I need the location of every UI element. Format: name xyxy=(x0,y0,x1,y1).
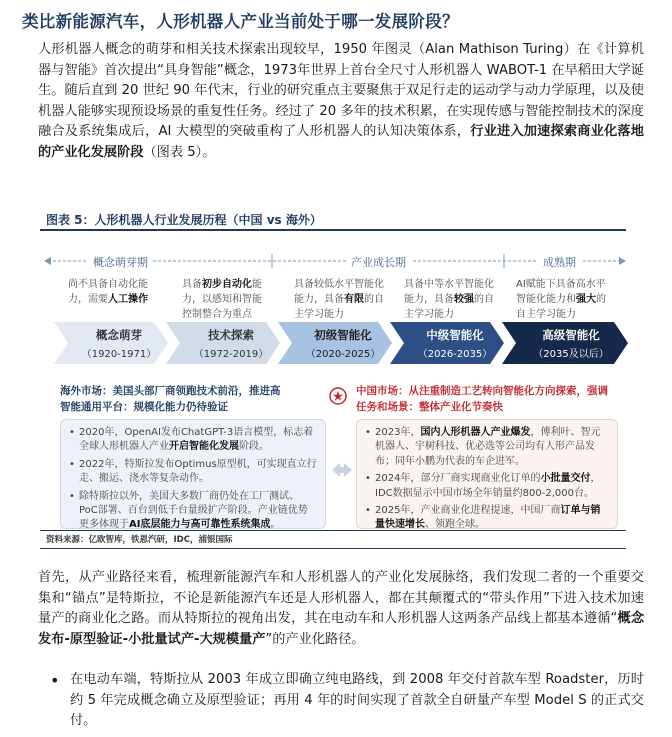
stage-desc-2: 具备初步自动化能力，以感知和智能控制整合为重点 xyxy=(182,279,262,320)
china-item-2024: • 2024年，部分厂商实现商业化订单的小批量交付，IDC数据显示中国市场全年销量约800-2,000台。 xyxy=(365,472,609,501)
path-text: 首先，从产业路径来看，梳理新能源汽车和人形机器人的产业化发展脉络，我们发现二者的一个重要交集和“锚点”是特斯拉，不论是新能源汽车还是人形机器人，都在其颠覆式的“带头作用”下进入技术加速量产的商业化之路。而从特斯拉的视角出发，其在电动车和人形机器人这两条产品线上都基本遵循“ xyxy=(38,570,644,627)
intro-tail: （图表 5）。 xyxy=(143,144,216,160)
section-heading: 类比新能源汽车，人形机器人产业当前处于哪一发展阶段？ xyxy=(22,12,459,31)
chevron-label-5: 高级智能化 （2035及以后） xyxy=(533,327,609,360)
figure-bottom-rule xyxy=(40,530,626,531)
chevron-label-4: 中级智能化 （2026-2035） xyxy=(417,327,493,360)
ev-paragraph: 在电动车端，特斯拉从 2003 年成立即确立纯电路线，到 2008 年交付首款车型 Roadster，历时约 5 年完成概念确立及原型验证；再用 4 年的时间实现了首款全自研量产车型 Model S 的正式交付。 xyxy=(70,672,644,729)
stage-desc-5: AI赋能下具备高水平智能化能力和强大的自主学习能力 xyxy=(516,279,606,320)
overseas-item-2022: • 2022年，特斯拉发布Optimus原型机，可实现直立行走、搬运、浇水等复杂动作。 xyxy=(69,458,317,487)
chevron-label-3: 初级智能化 （2020-2025） xyxy=(305,327,381,360)
china-item-2023: • 2023年，国内人形机器人产业爆发，傅利叶、智元机器人、宇树科技、优必选等公司均有人形产品发布；同年小鹏为代表的车企进军。 xyxy=(365,426,609,469)
stage-desc-3: 具备较低水平智能化能力，具备有限的自主学习能力 xyxy=(294,279,384,320)
china-market-box xyxy=(356,419,618,529)
intro-bold: 行业进入加速探索商业化落地的产业化发展阶段 xyxy=(38,124,644,160)
comparison-arrow-icon xyxy=(330,460,354,480)
bullet-dot: • xyxy=(50,671,60,690)
overseas-market-title: 海外市场：美国头部厂商领跑技术前沿，推进高智能通用平台：规模化能力仍待验证 xyxy=(60,385,281,413)
path-bold: 概念发布-原型验证-小批量试产-大规模量产 xyxy=(38,611,645,647)
china-market-title: 中国市场：从注重制造工艺转向智能化方向探索，强调任务和场景：整体产业化节奏快 xyxy=(356,385,608,413)
intro-text: 人形机器人概念的萌芽和相关技术探索出现较早，1950 年图灵（Alan Mathison Turing）在《计算机器与智能》首次提出“具身智能”概念，1973年世界上首台全尺寸人形机器人 WABOT-1 在早稻田大学诞生。随后直到 20 世纪 90 年代末，行业的研究重点主要聚焦于双足行走的运动学与动力学原理，以及使机器人能够实现预设场景的重复性任务。经过了 20 多年的技术积累，在实现传感与智能控制技术的深度融合及系统集成后，AI 大模型的突破重构了人形机器人的认知决策体系， xyxy=(38,42,644,140)
chevron-label-2: 技术探索 （1972-2019） xyxy=(193,327,269,360)
intro-paragraph xyxy=(38,40,644,164)
stage-desc-1: 尚不具备自动化能力，需要人工操作 xyxy=(68,279,148,305)
phase-label-mature: 成熟期 xyxy=(538,254,581,270)
phase-label-growth: 产业成长期 xyxy=(346,254,411,270)
overseas-market-box xyxy=(60,419,326,529)
path-tail: ”的产业化路径。 xyxy=(265,631,365,647)
stage-desc-4: 具备中等水平智能化能力，具备较强的自主学习能力 xyxy=(404,279,494,320)
phase-label-germination: 概念萌芽期 xyxy=(88,254,153,270)
china-flag-icon xyxy=(328,386,348,406)
china-item-2025: • 2025年，产业商业化进程提速，中国厂商订单与销量快速增长、领跑全球。 xyxy=(365,504,609,533)
figure-source: 资料来源：亿欧智库，铁恩汽研，IDC，浦银国际 xyxy=(46,535,233,545)
chevron-label-1: 概念萌芽 （1920-1971） xyxy=(81,327,157,360)
figure-title: 图表 5：人形机器人行业发展历程（中国 vs 海外） xyxy=(46,213,322,227)
path-paragraph xyxy=(38,568,644,650)
overseas-item-others: • 除特斯拉以外，美国大多数厂商仍处在工厂测试、PoC部署、百台到低千台量级扩产阶段。产业链优势更多体现于AI底层能力与高可靠性系统集成。 xyxy=(69,490,317,533)
overseas-item-2020: • 2020年，OpenAI发布ChatGPT-3语言模型，标志着全球人形机器人产业开启智能化发展阶段。 xyxy=(69,426,317,455)
figure-top-rule xyxy=(40,229,626,231)
source-rule xyxy=(40,548,626,549)
